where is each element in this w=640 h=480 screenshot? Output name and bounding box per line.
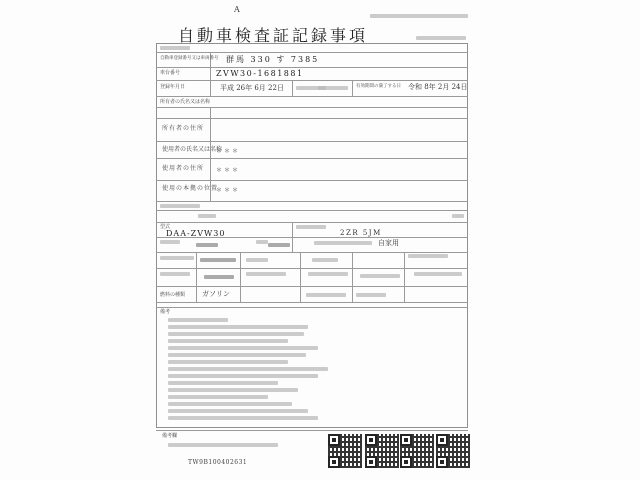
model-value: DAA-ZVW30 — [166, 229, 226, 238]
vehicle-class-mark — [452, 214, 464, 218]
fuel-economy-label — [306, 293, 346, 297]
owner-label: 所有者の氏名又は名称 — [160, 99, 211, 105]
serial-number: TW9B100402631 — [188, 459, 248, 466]
user-address-label: 使用者の住所 — [162, 165, 205, 172]
usage-label — [256, 240, 268, 244]
spec-row-1d — [408, 254, 448, 258]
spec-row-2b — [246, 272, 286, 276]
notes-line — [168, 416, 318, 420]
qr-code-icon — [436, 434, 470, 468]
qr-code-icon — [328, 434, 362, 468]
spec-row-2-value — [204, 275, 234, 279]
column-rule — [352, 80, 353, 96]
spec-row-2d — [360, 274, 400, 278]
spec-row-1b — [246, 258, 268, 262]
rule — [156, 80, 468, 81]
notes-line — [168, 402, 292, 406]
qr-code-icon — [365, 434, 399, 468]
rule — [156, 67, 468, 68]
owner-address-label: 所有者の住所 — [162, 125, 205, 132]
plate-label: 自動車登録番号又は車両番号 — [160, 56, 219, 61]
spec-row-1c — [312, 258, 338, 262]
purpose-value — [268, 243, 290, 247]
rule — [156, 180, 468, 181]
notes-line — [168, 346, 318, 350]
expiry-label: 有効期間の満了する日 — [356, 84, 401, 89]
reg-date-value: 平成 26年 6月 22日 — [220, 84, 284, 92]
user-address-masked: ＊＊＊ — [216, 167, 241, 174]
base-label: 使用の本拠の位置 — [162, 185, 219, 192]
qr-code-icon — [400, 434, 434, 468]
rule — [156, 52, 468, 53]
rule — [156, 286, 468, 287]
category-value — [196, 243, 218, 247]
spec-row-2 — [160, 272, 190, 276]
notes-line — [168, 395, 268, 399]
notes-line — [168, 409, 308, 413]
notes-line — [168, 360, 288, 364]
header-ref-number — [416, 36, 466, 40]
model-label: 型式 — [160, 224, 171, 230]
column-rule — [292, 222, 293, 252]
notes-label: 備考 — [160, 309, 171, 315]
rule — [156, 307, 468, 308]
notes-line — [168, 381, 278, 385]
chassis-value: ZVW30-1681881 — [216, 69, 304, 78]
column-rule — [196, 252, 197, 302]
top-mark: A — [234, 5, 240, 14]
rule — [156, 430, 468, 431]
bottom-label: 備考欄 — [162, 433, 178, 439]
column-rule — [240, 252, 241, 302]
notes-line — [168, 325, 308, 329]
rule — [156, 96, 468, 97]
rule — [156, 158, 468, 159]
rule — [156, 210, 468, 211]
notes-line — [168, 318, 228, 322]
column-rule — [352, 252, 353, 302]
rule — [156, 141, 468, 142]
column-rule — [300, 252, 301, 302]
engine-value: 2ZR 5JM — [340, 229, 382, 237]
vehicle-name — [198, 214, 216, 218]
rule — [156, 222, 468, 223]
fuel-label: 燃料の種類 — [160, 292, 186, 298]
document-title: 自動車検査証記録事項 — [178, 26, 369, 45]
spec-row-2c — [308, 272, 348, 276]
notes-line — [168, 388, 298, 392]
notes-line — [168, 339, 288, 343]
rule — [156, 118, 468, 119]
bottom-note — [168, 443, 278, 447]
plate-value: 群馬 330 す 7385 — [226, 55, 320, 64]
user-label: 使用者の氏名又は名称 — [162, 146, 223, 153]
category-label — [160, 240, 180, 244]
rule — [156, 201, 468, 202]
user-name-masked: ＊＊＊ — [216, 148, 241, 155]
notes-line — [168, 332, 304, 336]
base-location-masked: ＊＊＊ — [216, 187, 241, 194]
spec-row-1 — [160, 256, 194, 260]
spec-row-2e — [414, 272, 462, 276]
first-reg-value — [318, 86, 348, 90]
expiry-value: 令和 8年 2月 24日 — [408, 83, 468, 91]
vehicle-info-heading — [160, 204, 200, 208]
section-heading — [160, 46, 190, 50]
rule — [156, 302, 468, 303]
chassis-label: 車台番号 — [160, 70, 181, 76]
spec-row-1-value — [200, 258, 236, 262]
rule — [156, 268, 468, 269]
usage-value: 自家用 — [378, 239, 399, 247]
notes-line — [168, 367, 328, 371]
notes-line — [168, 353, 306, 357]
fuel-economy-value — [356, 293, 386, 297]
header-ref-line — [370, 14, 468, 18]
rule — [156, 107, 468, 108]
column-rule — [404, 252, 405, 302]
notes-line — [168, 374, 318, 378]
reg-date-label: 登録年月日 — [160, 84, 186, 90]
engine-label — [296, 225, 326, 229]
fuel-value: ガソリン — [202, 290, 230, 298]
rule — [156, 252, 468, 253]
body-shape — [314, 241, 372, 245]
column-rule — [292, 80, 293, 96]
